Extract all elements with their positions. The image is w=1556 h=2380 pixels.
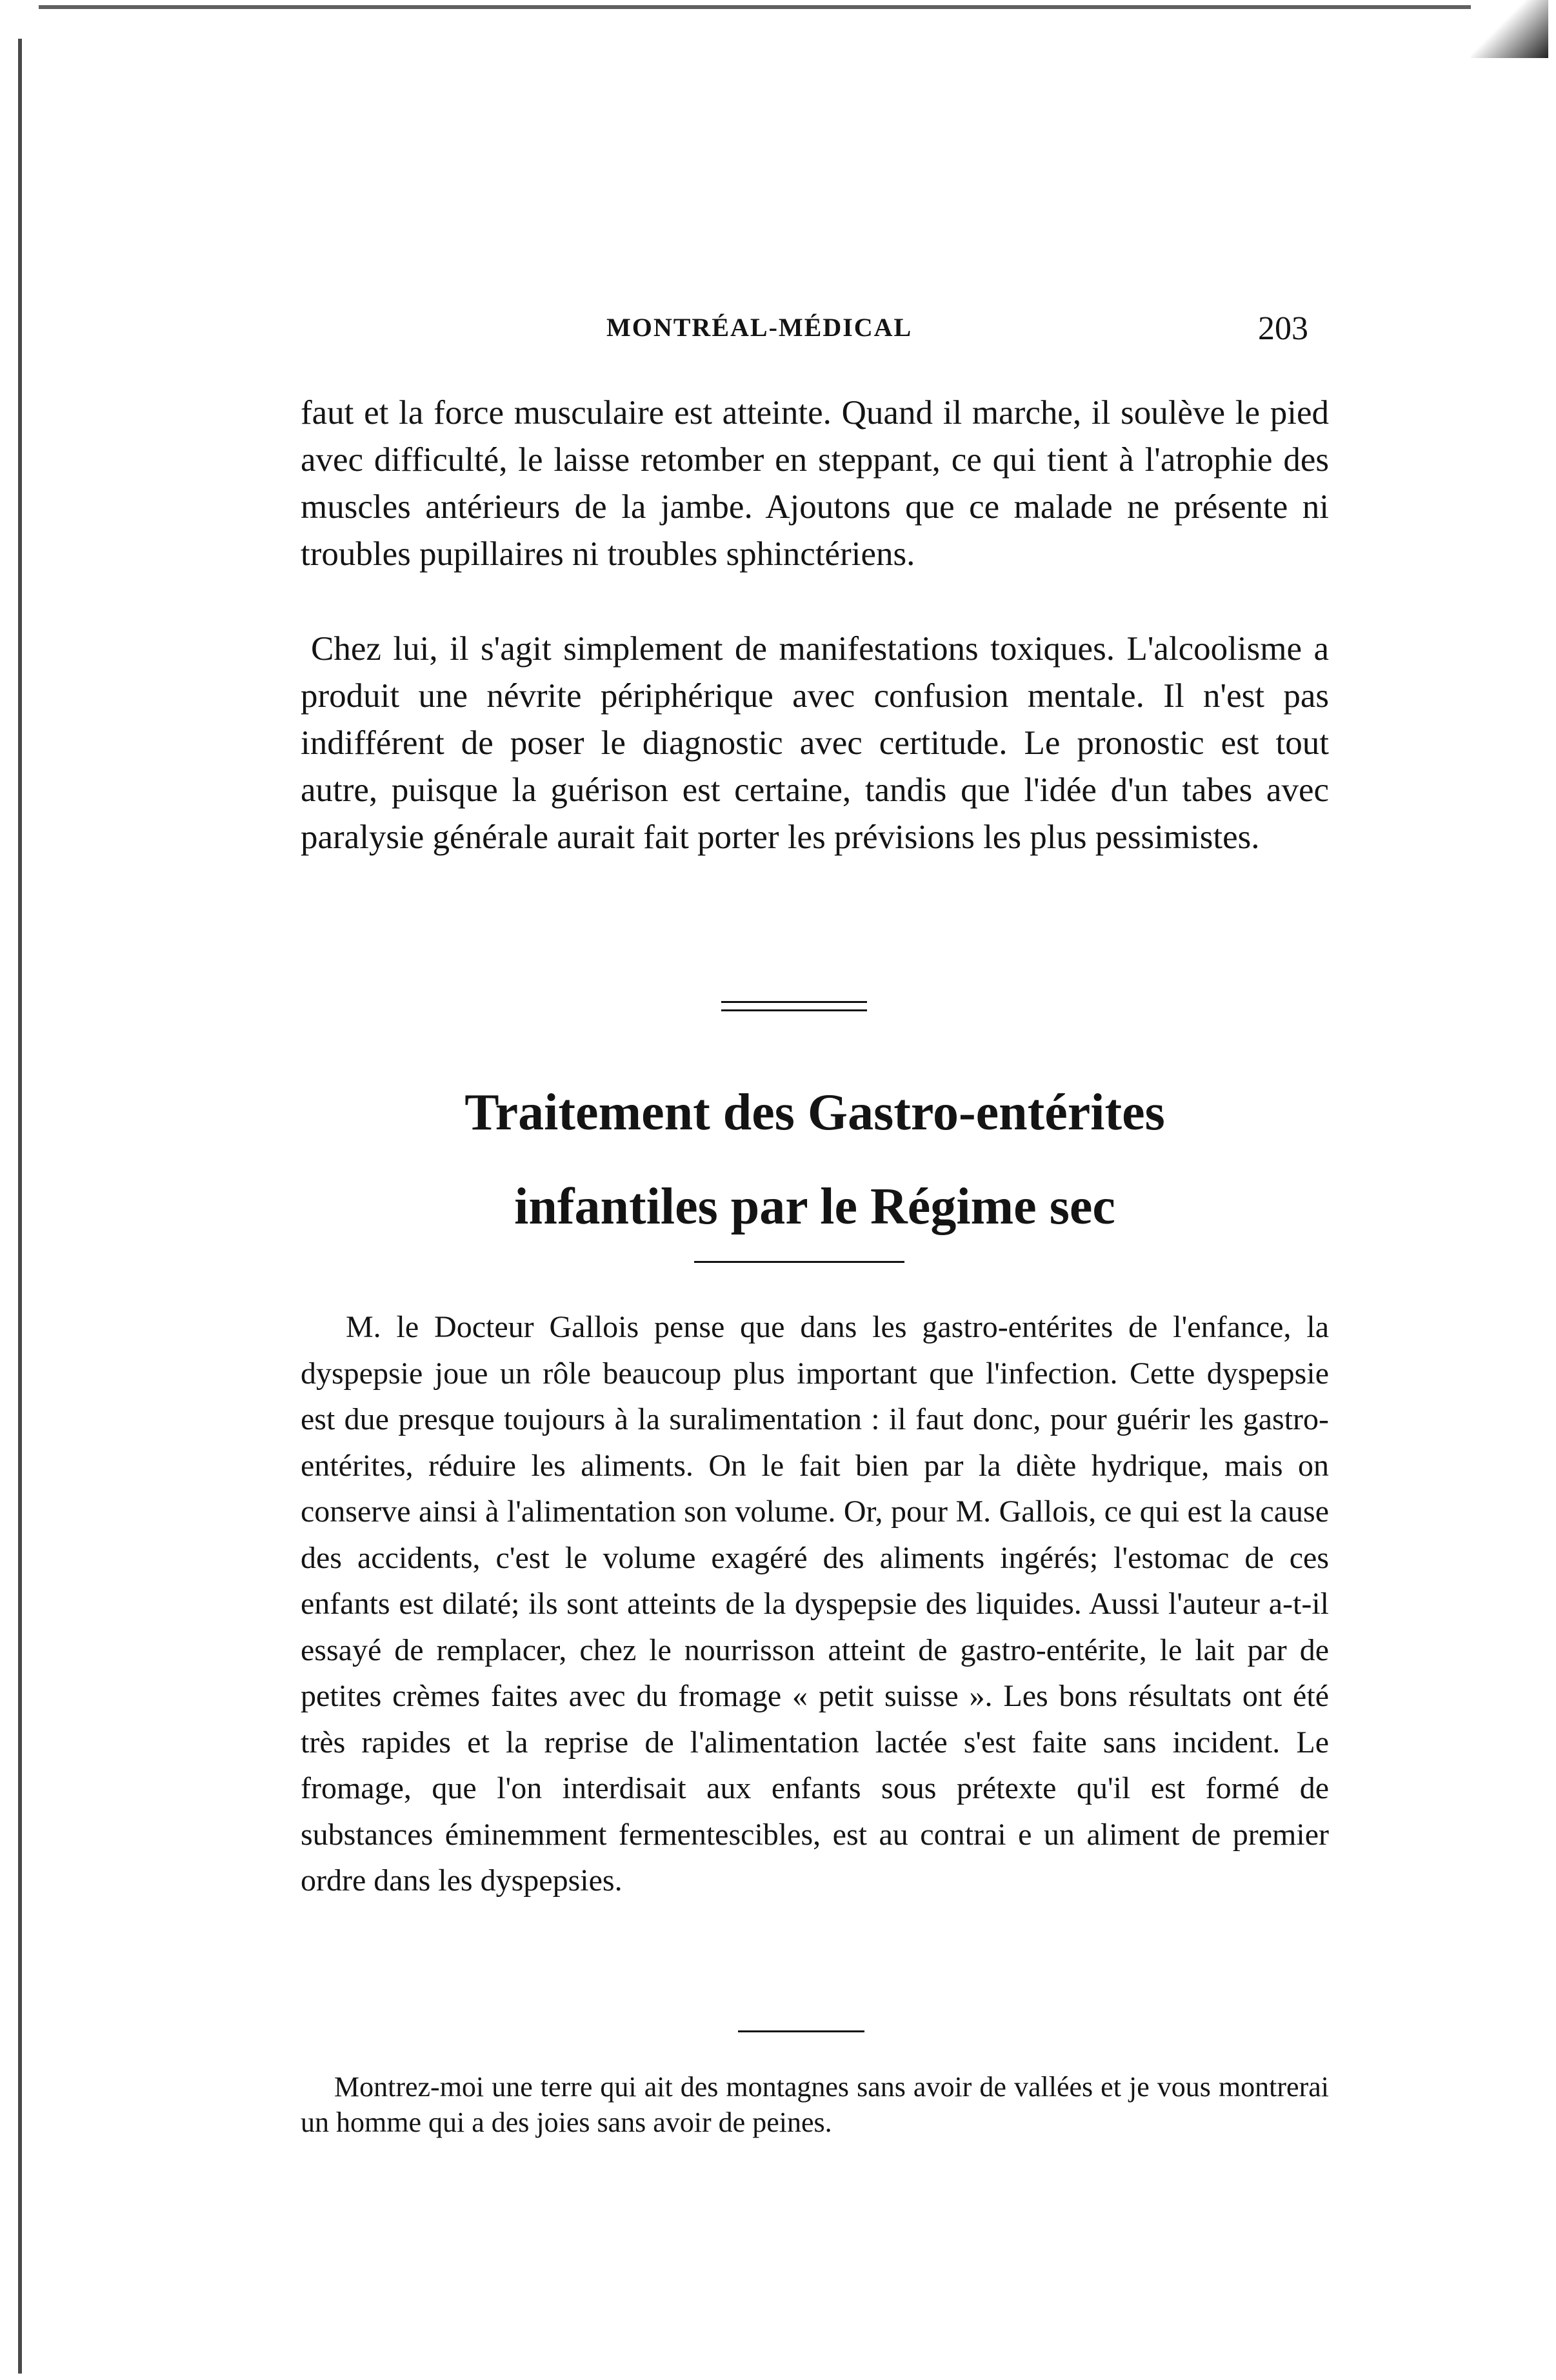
title-underline xyxy=(694,1261,904,1263)
paragraph-2: Chez lui, il s'agit simplement de manifestations toxiques. L'alcoolisme a produit une névrite périphérique avec confusion mentale. Il n'est pas indifférent de poser le diagnostic avec certitude. Le pronostic est tout autre, puisque la guérison est certaine, tandis que l'idée d'un tabes avec paralysie générale aurait fait porter les prévisions les plus pessimistes. xyxy=(301,630,1329,856)
paragraph-1: faut et la force musculaire est atteinte. Quand il marche, il soulève le pied avec difficulté, le laisse retomber en steppant, ce qui tient à l'atrophie des muscles antérieurs de la jambe. Ajoutons que ce malade ne présente ni troubles pupillaires ni troubles sphinctériens. xyxy=(301,394,1329,573)
section-body: M. le Docteur Gallois pense que dans les gastro-entérites de l'enfance, la dyspepsie joue un rôle beaucoup plus important que l'infection. Cette dyspepsie est due presque toujours à la suralimentation : il faut donc, pour guérir les gastro-entérites, réduire les aliments. On le fait bien par la diète hydrique, mais on conserve ainsi à l'alimentation son volume. Or, pour M. Gallois, ce qui est la cause des accidents, c'est le volume exagéré des aliments ingérés; l'estomac de ces enfants est dilaté; ils sont atteints de la dyspepsie des liquides. Aussi l'auteur a-t-il essayé de remplacer, chez le nourrisson atteint de gastro-entérite, le lait par de petites crèmes faites avec du fromage « petit suisse ». Les bons résultats ont été très rapides et la reprise de l'alimentation lactée s'est faite sans incident. Le fromage, que l'on interdisait aux enfants sous prétexte qu'il est formé de substances éminemment fermentescibles, est au contrai e un aliment de premier ordre dans les dyspepsies. xyxy=(301,1310,1329,1898)
epigraph: Montrez-moi une terre qui ait des montagnes sans avoir de vallées et je vous montrerai un homme qui a des joies sans avoir de peines. xyxy=(301,2071,1329,2138)
page-number: 203 xyxy=(1258,310,1308,347)
section-title xyxy=(301,1066,1329,1254)
section-title-line-2: infantiles par le Régime sec xyxy=(514,1178,1115,1235)
scan-top-edge xyxy=(39,5,1522,9)
scan-left-edge xyxy=(18,39,22,2374)
section-title-line-1: Traitement des Gastro-entérites xyxy=(464,1084,1165,1141)
scan-corner-shadow xyxy=(1471,0,1548,58)
section-divider-double xyxy=(721,1001,867,1011)
epigraph-divider xyxy=(738,2030,864,2032)
running-head: MONTRÉAL-MÉDICAL xyxy=(606,313,913,342)
page-header xyxy=(568,312,1342,351)
